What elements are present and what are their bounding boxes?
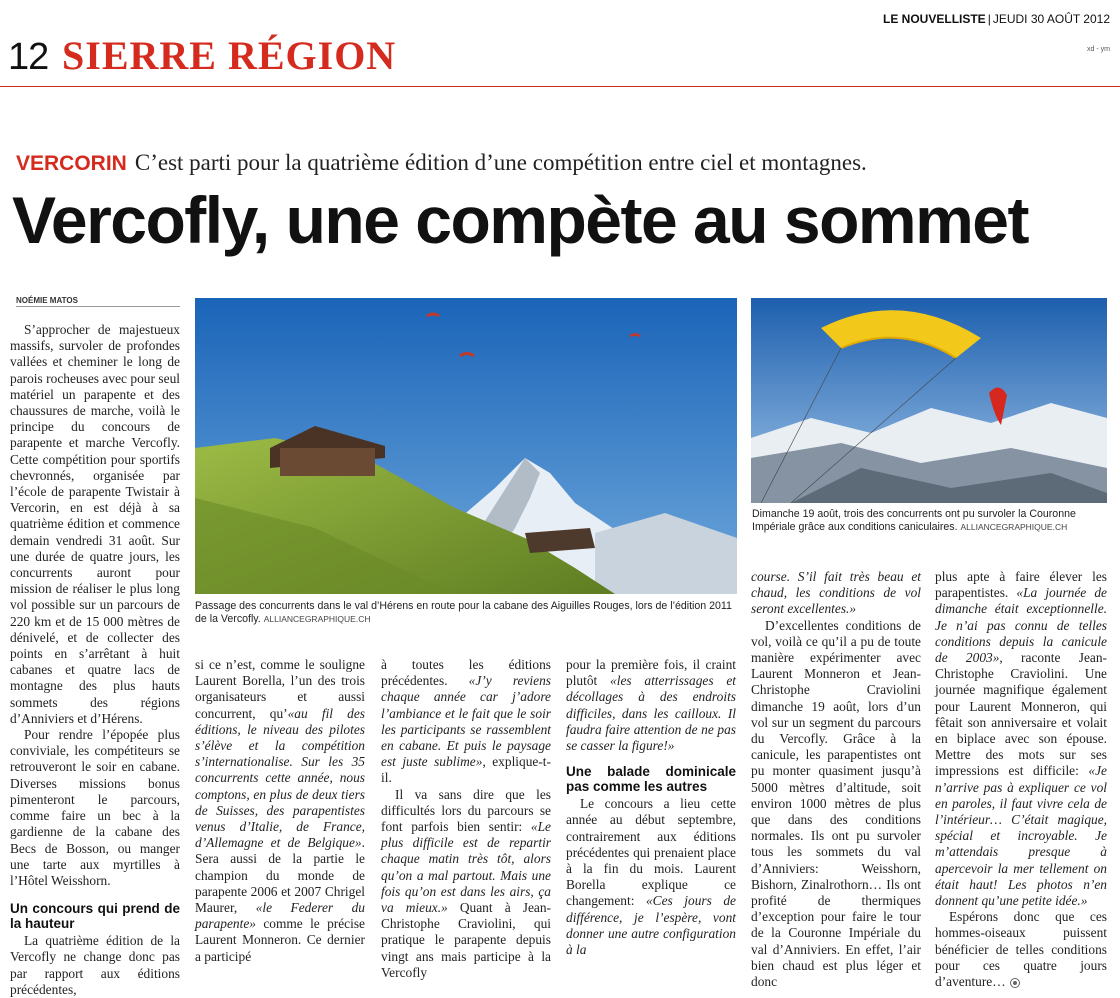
- paragraph: si ce n’est, comme le souligne Laurent Borella, l’un des trois organisateurs et aussi concurrent, qu’«au fil des éditions, le niveau des pilotes s’élève et la compétition s’internationalise. Sur les 35 concurrents cette année, nous comptons, en plus de deux tiers de Suisses, des parapentistes venus d’Italie, de France, d’Allemagne et de Belgique». Sera aussi de la partie le champion du monde de parapente 2006 et 2007 Chrigel Maurer, «le Federer du parapente» comme le précise Laurent Monneron. Ce dernier a participé: [195, 657, 366, 964]
- photo-credit: ALLIANCEGRAPHIQUE.CH: [960, 522, 1068, 532]
- subhead: Un concours qui prend de la hauteur: [10, 901, 180, 932]
- paragraph: Espérons donc que ces hommes-oiseaux puissent bénéficier de telles conditions pour ces quatre jours d’aventure…: [935, 909, 1107, 990]
- photo-couronne-imperiale: [751, 298, 1107, 503]
- masthead: LE NOUVELLISTE | JEUDI 30 AOÛT 2012: [883, 12, 1110, 26]
- subhead: Une balade dominicale pas comme les autres: [566, 764, 736, 795]
- paragraph: Le concours a lieu cette année au début septembre, contrairement aux éditions précédentes qui prenaient place à la fin du mois. Laurent Borella explique ce changement: «Ces jours de différence, je l’espère, vont donner une autre configuration à la: [566, 796, 736, 958]
- photo-main-caption: [195, 600, 740, 626]
- kicker: [16, 150, 867, 176]
- section-title: SIERRE RÉGION: [62, 33, 397, 78]
- paragraph: La quatrième édition de la Vercofly ne change donc pas par rapport aux éditions précédentes,: [10, 933, 180, 997]
- caption-text: Dimanche 19 août, trois des concurrents ont pu survoler la Couronne Impériale grâce aux conditions caniculaires.: [752, 508, 1076, 533]
- issue-date: JEUDI 30 AOÛT 2012: [992, 12, 1110, 26]
- column-5: [751, 569, 921, 990]
- photo-val-d-herens: [195, 298, 737, 594]
- paragraph: plus apte à faire élever les parapentistes. «La journée de dimanche était exceptionnelle. Je n’ai pas connu de telles conditions depuis la canicule de 2003», raconte Jean-Christophe Craviolini. Une journée magnifique également pour Laurent Monneron, qui fêtait son anniversaire et volait en biplace avec son épouse. Mettre des mots sur ses impressions est difficile: «Je n’arrive pas à expliquer ce vol en paroles, il faut vivre cela de l’intérieur… C’était magique, spécial et incroyable. Je m’attendais presque à apercevoir la mer tellement on était haut! Les photos n’en donnent qu’une petite idée.»: [935, 569, 1107, 909]
- headline: Vercofly, une compète au sommet: [12, 183, 1028, 257]
- column-3: [381, 657, 551, 981]
- column-6: [935, 569, 1107, 990]
- kicker-label: VERCORIN: [16, 152, 127, 175]
- paragraph: S’approcher de majestueux massifs, survoler de profondes vallées et cheminer le long de parois rocheuses avec pour seul matériel un parapente et des chaussures de marche, voilà le principe du concours de parapente et marche Vercofly. Cette compétition pour sportifs chevronnés, organisée par l’école de parapente Twistair à Vercorin, en est déjà à sa quatrième édition et commence demain vendredi 31 août. Sur une durée de quatre jours, les concurrents auront pour mission de réaliser le plus long vol possible sur un parcours de 220 km et de 15 000 mètres de dénivelé, et de collecter des points en s’arrêtant à huit cabanes et quatre lacs de montagne des plus hauts sommets des régions d’Anniviers et d’Hérens.: [10, 322, 180, 726]
- paragraph: Il va sans dire que les difficultés lors du parcours se font parfois bien sentir: «Le plus difficile est de repartir chaque matin très tôt, alors qu’on a mal partout. Mais une fois qu’on est dans les airs, ça va mieux.» Quant à Jean-Christophe Craviolini, qui pratique le parapente depuis vingt ans mais participe à la Vercofly: [381, 786, 551, 980]
- editor-initials: xd - ym: [1087, 46, 1110, 53]
- photo-right-caption: [752, 508, 1107, 534]
- photo-credit: ALLIANCEGRAPHIQUE.CH: [263, 614, 371, 624]
- end-of-article-icon: [1010, 978, 1020, 988]
- newspaper-name: LE NOUVELLISTE: [883, 12, 986, 26]
- column-2: [195, 657, 365, 965]
- paragraph: D’excellentes conditions de vol, voilà ce qu’il a pu de toute manière expérimenter avec Laurent Monneron et Jean-Christophe Craviolini dimanche 19 août, lors d’un vol sur un segment du parcours du Vercofly. Grâce à la canicule, les parapentistes ont pu monter quasiment jusqu’à 5000 mètres d’altitude, soit environ 1000 mètres de plus que dans des conditions normales. Ils ont pu survoler tous les sommets du val d’Anniviers: Weisshorn, Bishorn, Zinalrothorn… Ils ont profité de thermiques d’exception pour faire le tour de la Couronne Impériale du val d’Anniviers. En effet, l’air bien chaud est plus léger et donc: [751, 617, 921, 990]
- header-rule: [0, 86, 1120, 87]
- byline-rule: [16, 306, 180, 307]
- caption-text: Passage des concurrents dans le val d’Hérens en route pour la cabane des Aiguilles Rouges, lors de l’édition 2011 de la Vercofly.: [195, 600, 732, 625]
- paragraph: course. S’il fait très beau et chaud, les conditions de vol seront excellentes.»: [751, 569, 921, 617]
- page-number: 12: [8, 36, 49, 78]
- byline: NOÉMIE MATOS: [16, 296, 78, 305]
- column-1: [10, 322, 180, 998]
- kicker-text: C’est parti pour la quatrième édition d’une compétition entre ciel et montagnes.: [134, 150, 867, 175]
- column-4: [566, 657, 736, 958]
- paragraph: Pour rendre l’épopée plus conviviale, les compétiteurs se retrouveront le soir en cabane. Diverses missions bonus pimenteront le parcours, comme faire un bec à la gardienne de la cabane des Becs de Bosson, ou manger une tarte aux myrtilles à l’Hôtel Weisshorn.: [10, 727, 180, 888]
- paragraph: à toutes les éditions précédentes. «J’y reviens chaque année car j’adore l’ambiance et le fait que le soir les participants se rassemblent en cabane. Et puis le paysage est juste sublime», explique-t-il.: [381, 657, 552, 786]
- paragraph: pour la première fois, il craint plutôt «les atterrissages et décollages à des endroits difficiles, dans les cailloux. Il faudra faire attention de ne pas se casser la figure!»: [566, 657, 736, 754]
